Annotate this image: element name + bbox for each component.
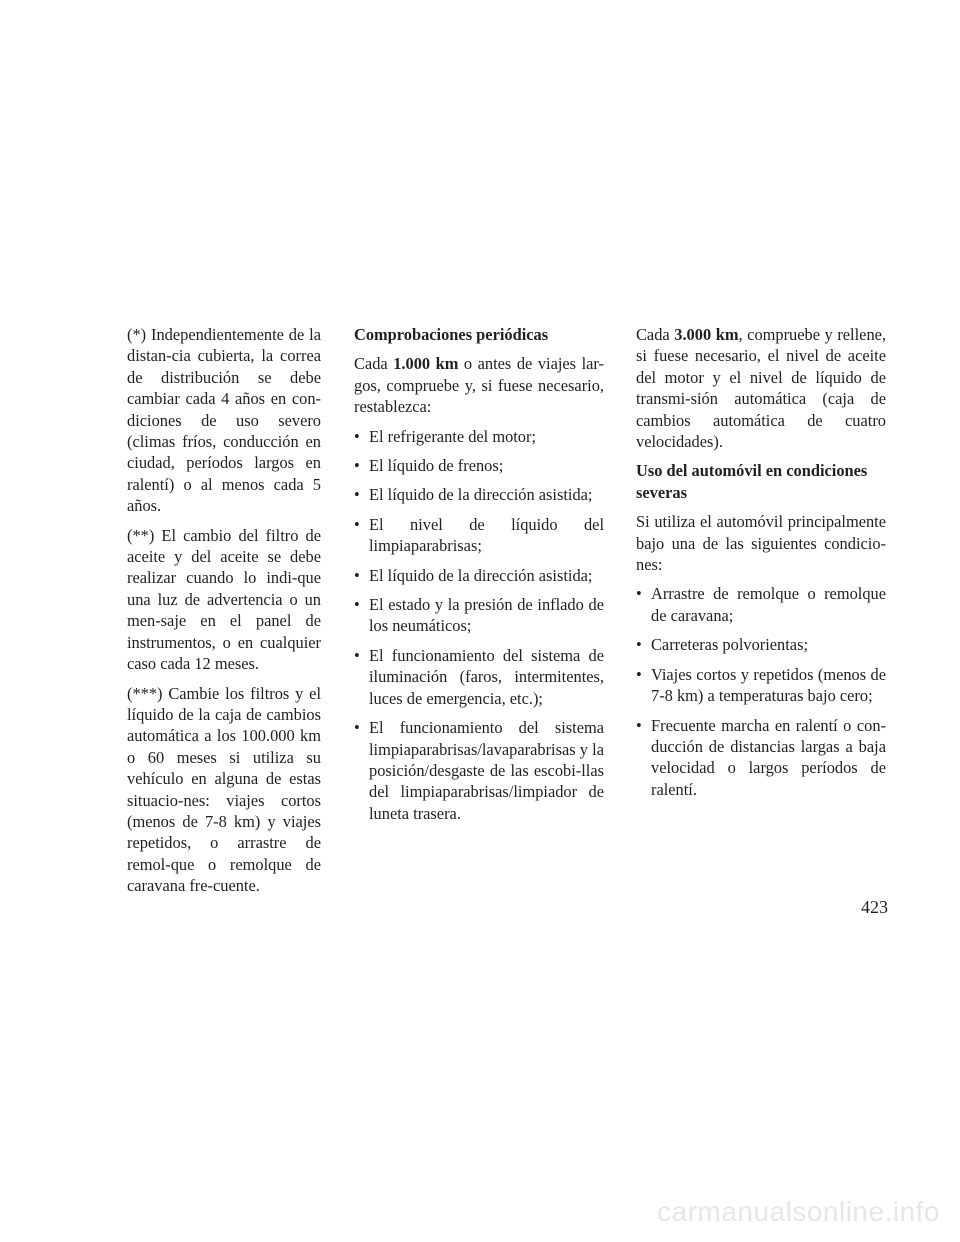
list-item: • El nivel de líquido del limpiaparabrisas; (354, 514, 604, 557)
list-item: • El líquido de la dirección asistida; (354, 484, 604, 505)
severe-conditions-intro: Si utiliza el automóvil principalmente bajo una de las siguientes condicio-nes: (636, 512, 886, 575)
intro-prefix: Cada (636, 325, 675, 344)
list-item: • Viajes cortos y repetidos (menos de 7-8 km) a temperaturas bajo cero; (636, 664, 886, 707)
list-item: • El refrigerante del motor; (354, 426, 604, 447)
left-column (127, 324, 321, 905)
site-watermark: carmanualsonline.info (657, 1196, 940, 1227)
list-item: • El líquido de la dirección asistida; (354, 565, 604, 586)
page-number: 423 (861, 897, 888, 917)
list-item: • El estado y la presión de inflado de los neumáticos; (354, 594, 604, 637)
list-item: • El funcionamiento del sistema de iluminación (faros, intermitentes, luces de emergencia, etc.); (354, 645, 604, 709)
periodic-checks-list (354, 426, 604, 825)
list-item: • El líquido de frenos; (354, 455, 604, 476)
intro-suffix: o antes de viajes lar-gos, compruebe y, si fuese necesario, restablezca: (354, 354, 605, 417)
severe-conditions-list (636, 583, 886, 800)
intro-prefix: Cada (354, 354, 394, 374)
interval-1000-km: 1.000 km (393, 354, 459, 374)
list-item: • Frecuente marcha en ralentí o con-ducción de distancias largas a baja velocidad o largos períodos de ralentí. (636, 715, 886, 801)
transmission-fluid-note: (***) Cambie los filtros y el líquido de la caja de cambios automática a los 100.000 km o 60 meses si utiliza su vehículo en alguna de estas situacio-nes: viajes cortos (menos de 7-8 km) y viajes repetidos, o arrastre de remol-que o remolque de caravana fre-cuente. (127, 683, 321, 896)
list-item: • Carreteras polvorientas; (636, 634, 886, 655)
list-item: • El funcionamiento del sistema limpiaparabrisas/lavaparabrisas y la posición/desgaste de las escobi-llas del limpiaparabrisas/limpiador de luneta trasera. (354, 717, 604, 824)
oil-change-note: (**) El cambio del filtro de aceite y del aceite se debe realizar cuando lo indi-que una luz de advertencia o un men-saje en el panel de instrumentos, o en cualquier caso cada 12 meses. (127, 525, 321, 674)
periodic-checks-heading: Comprobaciones periódicas (354, 325, 549, 344)
periodic-checks-intro (354, 353, 604, 417)
middle-column (354, 324, 604, 832)
severe-conditions-heading: Uso del automóvil en condiciones severas (636, 461, 868, 502)
interval-3000-paragraph (636, 324, 886, 452)
list-item: • Arrastre de remolque o remolque de caravana; (636, 583, 886, 626)
interval-3000-km: 3.000 km (674, 325, 739, 344)
right-column (636, 324, 886, 808)
intro-suffix: , compruebe y rellene, si fuese necesario, el nivel de aceite del motor y el nivel de líquido de transmi-sión automática (caja de cambios automática de cuatro velocidades). (636, 325, 887, 452)
timing-belt-note: (*) Independientemente de la distan-cia cubierta, la correa de distribución se debe cambiar cada 4 años en con-diciones de uso severo (climas fríos, conducción en ciudad, períodos largos en ralentí) o al menos cada 5 años. (127, 325, 321, 516)
